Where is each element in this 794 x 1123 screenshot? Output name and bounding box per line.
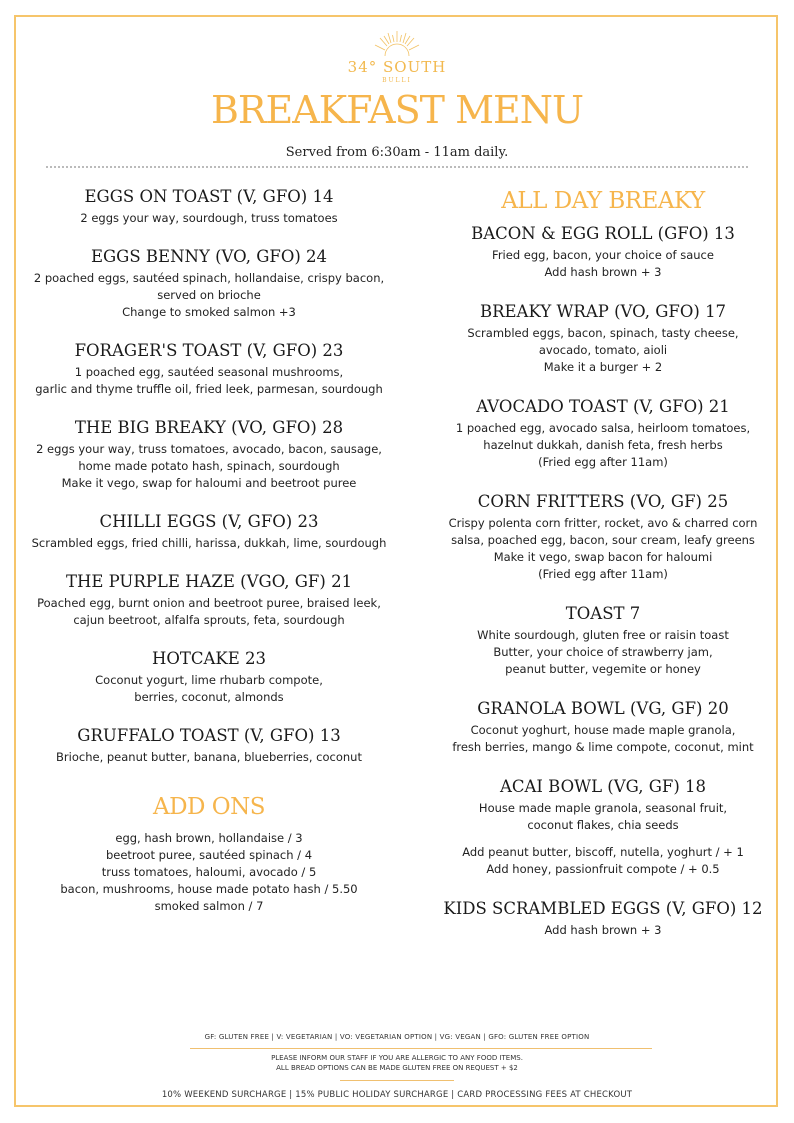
logo — [0, 30, 794, 60]
desc-line: Coconut yoghurt, house made maple granola, — [470, 723, 736, 737]
desc-line: Butter, your choice of strawberry jam, — [493, 645, 713, 659]
desc-line: hazelnut dukkah, danish feta, fresh herbs — [483, 438, 723, 452]
item-desc — [418, 922, 788, 939]
add-ons-section — [18, 792, 400, 915]
add-on-line: beetroot puree, sautéed spinach / 4 — [105, 848, 313, 862]
item-desc — [418, 247, 788, 281]
surcharge-notice: 10% WEEKEND SURCHARGE | 15% PUBLIC HOLIDAY SURCHARGE | CARD PROCESSING FEES AT CHECKOUT — [161, 1090, 633, 1100]
item-desc — [418, 800, 788, 834]
desc-line: Poached egg, burnt onion and beetroot puree, braised leek, — [37, 596, 381, 610]
footer-divider — [190, 1048, 652, 1049]
menu-item-acai-bowl — [418, 776, 788, 878]
menu-item-bacon-egg-roll — [418, 223, 788, 281]
item-title: GRANOLA BOWL (VG, GF) 20 — [477, 699, 729, 718]
desc-line: coconut flakes, chia seeds — [527, 818, 679, 832]
item-title: CHILLI EGGS (V, GFO) 23 — [99, 512, 319, 531]
desc-line: home made potato hash, spinach, sourdough — [78, 459, 340, 473]
item-desc — [18, 595, 400, 629]
item-title: EGGS BENNY (VO, GFO) 24 — [90, 247, 328, 266]
item-title: TOAST 7 — [565, 604, 641, 623]
item-desc — [418, 627, 788, 678]
add-ons-title: ADD ONS — [152, 794, 266, 820]
item-desc — [418, 722, 788, 756]
add-on-line: egg, hash brown, hollandaise / 3 — [115, 831, 303, 845]
page-title: BREAKFAST MENU — [211, 88, 583, 132]
add-on-line: smoked salmon / 7 — [154, 899, 264, 913]
desc-line: Make it vego, swap for haloumi and beetroot puree — [61, 476, 357, 490]
desc-line: 2 poached eggs, sautéed spinach, hollandaise, crispy bacon, — [33, 271, 385, 285]
dietary-legend: GF: GLUTEN FREE | V: VEGETARIAN | VO: VEGETARIAN OPTION | VG: VEGAN | GFO: GLUTEN FREE OPTION — [204, 1033, 590, 1041]
sunburst-icon — [367, 30, 427, 60]
item-title: BACON & EGG ROLL (GFO) 13 — [471, 224, 735, 243]
extra-line: Add honey, passionfruit compote / + 0.5 — [486, 862, 720, 876]
menu-item-avocado-toast — [418, 396, 788, 471]
item-desc — [418, 325, 788, 376]
extra-line: Add peanut butter, biscoff, nutella, yoghurt / + 1 — [462, 845, 744, 859]
item-desc — [18, 364, 400, 398]
item-title: EGGS ON TOAST (V, GFO) 14 — [84, 187, 334, 206]
menu-item-kids-scrambled-eggs — [418, 898, 788, 939]
item-title: BREAKY WRAP (VO, GFO) 17 — [479, 302, 727, 321]
desc-line: Brioche, peanut butter, banana, blueberries, coconut — [56, 750, 362, 764]
item-title: CORN FRITTERS (VO, GF) 25 — [477, 492, 729, 511]
add-on-line: bacon, mushrooms, house made potato hash / 5.50 — [60, 882, 358, 896]
desc-line: Scrambled eggs, bacon, spinach, tasty cheese, — [467, 326, 739, 340]
menu-item-granola-bowl — [418, 698, 788, 756]
item-desc — [18, 535, 400, 552]
desc-line: Coconut yogurt, lime rhubarb compote, — [95, 673, 323, 687]
menu-item-gruffalo-toast — [18, 725, 400, 766]
item-title: HOTCAKE 23 — [151, 649, 267, 668]
desc-line: House made maple granola, seasonal fruit, — [478, 801, 728, 815]
add-ons-list — [18, 830, 400, 915]
item-desc — [18, 270, 400, 321]
add-on-line: truss tomatoes, haloumi, avocado / 5 — [101, 865, 317, 879]
menu-item-chilli-eggs — [18, 511, 400, 552]
desc-line: Add hash brown + 3 — [544, 923, 662, 937]
desc-line: fresh berries, mango & lime compote, coconut, mint — [452, 740, 754, 754]
item-title: ACAI BOWL (VG, GF) 18 — [499, 777, 707, 796]
menu-item-eggs-benny — [18, 246, 400, 321]
desc-line: served on brioche — [157, 288, 261, 302]
menu-item-foragers-toast — [18, 340, 400, 398]
served-hours: Served from 6:30am - 11am daily. — [285, 145, 509, 160]
allergy-line: ALL BREAD OPTIONS CAN BE MADE GLUTEN FREE ON REQUEST + $2 — [276, 1064, 518, 1072]
desc-line: cajun beetroot, alfalfa sprouts, feta, sourdough — [73, 613, 345, 627]
all-day-title: ALL DAY BREAKY — [501, 188, 705, 214]
item-title: FORAGER'S TOAST (V, GFO) 23 — [74, 341, 344, 360]
allergy-notice — [0, 1053, 794, 1073]
desc-line: 1 poached egg, sautéed seasonal mushrooms, — [74, 365, 344, 379]
desc-line: 1 poached egg, avocado salsa, heirloom tomatoes, — [455, 421, 751, 435]
logo-subtitle: BULLI — [382, 77, 412, 84]
menu-item-purple-haze — [18, 571, 400, 629]
item-extras — [418, 844, 788, 878]
item-title: THE PURPLE HAZE (VGO, GF) 21 — [65, 572, 353, 591]
desc-line: berries, coconut, almonds — [134, 690, 284, 704]
logo-name: 34° SOUTH — [347, 58, 447, 76]
item-desc — [18, 749, 400, 766]
menu-item-hotcake — [18, 648, 400, 706]
desc-line: (Fried egg after 11am) — [538, 567, 668, 581]
desc-line: peanut butter, vegemite or honey — [505, 662, 701, 676]
menu-item-toast — [418, 603, 788, 678]
right-column — [418, 186, 788, 939]
header-divider — [46, 166, 748, 168]
left-column — [18, 186, 400, 915]
item-desc — [18, 672, 400, 706]
item-title: KIDS SCRAMBLED EGGS (V, GFO) 12 — [443, 899, 763, 918]
desc-line: White sourdough, gluten free or raisin toast — [477, 628, 729, 642]
allergy-line: PLEASE INFORM OUR STAFF IF YOU ARE ALLERGIC TO ANY FOOD ITEMS. — [271, 1054, 523, 1062]
item-desc — [18, 441, 400, 492]
desc-line: Change to smoked salmon +3 — [122, 305, 296, 319]
desc-line: Make it a burger + 2 — [543, 360, 663, 374]
desc-line: 2 eggs your way, truss tomatoes, avocado, bacon, sausage, — [36, 442, 382, 456]
menu-item-corn-fritters — [418, 491, 788, 583]
menu-item-big-breaky — [18, 417, 400, 492]
item-title: AVOCADO TOAST (V, GFO) 21 — [476, 397, 730, 416]
footer-divider-short — [340, 1080, 454, 1081]
desc-line: (Fried egg after 11am) — [538, 455, 668, 469]
menu-item-eggs-on-toast — [18, 186, 400, 227]
menu-item-breaky-wrap — [418, 301, 788, 376]
desc-line: salsa, poached egg, bacon, sour cream, leafy greens — [451, 533, 755, 547]
desc-line: Crispy polenta corn fritter, rocket, avo & charred corn — [448, 516, 758, 530]
item-desc — [18, 210, 400, 227]
desc-line: Add hash brown + 3 — [544, 265, 662, 279]
desc-line: Make it vego, swap bacon for haloumi — [493, 550, 713, 564]
desc-line: Scrambled eggs, fried chilli, harissa, dukkah, lime, sourdough — [31, 536, 387, 550]
desc-line: Fried egg, bacon, your choice of sauce — [492, 248, 714, 262]
desc-line: avocado, tomato, aioli — [538, 343, 668, 357]
item-title: THE BIG BREAKY (VO, GFO) 28 — [74, 418, 344, 437]
desc-line: garlic and thyme truffle oil, fried leek, parmesan, sourdough — [35, 382, 383, 396]
item-desc — [418, 515, 788, 583]
desc-line: 2 eggs your way, sourdough, truss tomatoes — [80, 211, 338, 225]
item-desc — [418, 420, 788, 471]
item-title: GRUFFALO TOAST (V, GFO) 13 — [77, 726, 341, 745]
